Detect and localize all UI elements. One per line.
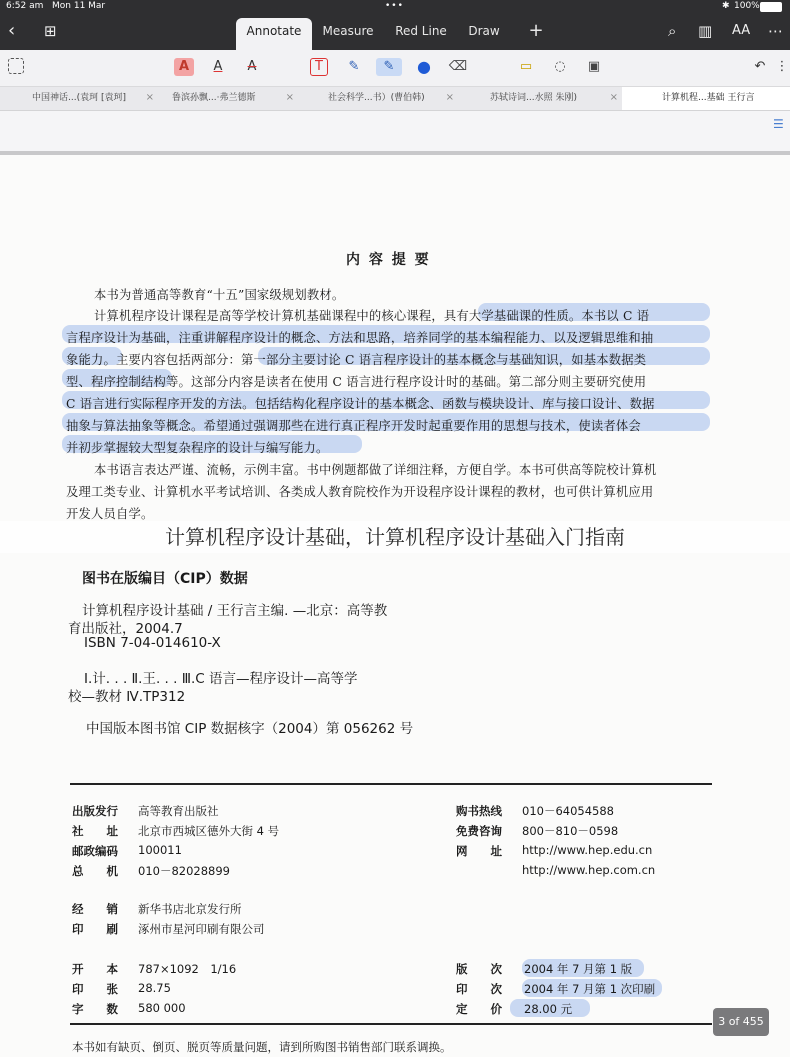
- page-indicator[interactable]: 3 of 455: [713, 1008, 769, 1036]
- info-key: 字 数: [72, 1002, 118, 1016]
- book-icon[interactable]: ▥: [698, 22, 713, 40]
- info-value: 787×1092 1/16: [138, 962, 237, 976]
- overlay-caption: 计算机程序设计基础，计算机程序设计基础入门指南: [0, 521, 790, 553]
- color-dot-icon[interactable]: ●: [417, 57, 431, 76]
- cip-classification: 校—教材 Ⅳ.TP312: [68, 689, 186, 705]
- doc-tab[interactable]: [0, 87, 158, 110]
- divider: [70, 783, 712, 785]
- status-battery: 100%: [734, 1, 760, 11]
- eraser-icon[interactable]: ⌫: [448, 59, 468, 74]
- document-tabs: [0, 87, 790, 111]
- tab-annotate[interactable]: Annotate: [236, 18, 312, 50]
- info-key: 社 址: [72, 824, 118, 838]
- cip-check-number: 中国版本图书馆 CIP 数据核字（2004）第 056262 号: [86, 721, 414, 737]
- info-key: 版 次: [456, 962, 502, 976]
- undo-icon[interactable]: ↶: [754, 59, 766, 74]
- battery-icon: [760, 2, 782, 12]
- info-value: http://www.hep.com.cn: [522, 863, 656, 877]
- info-value: http://www.hep.edu.cn: [522, 843, 653, 857]
- status-bar: [0, 0, 790, 12]
- highlight-text-icon[interactable]: A: [174, 58, 194, 76]
- close-icon[interactable]: ×: [145, 92, 154, 103]
- doc-tab[interactable]: [158, 87, 298, 110]
- info-value: 010－64054588: [522, 804, 614, 818]
- sub-bar: [0, 111, 790, 151]
- text-line: C 语言进行实际程序开发的方法。包括结构化程序设计的基本概念、函数与模块设计、库与接口设计、数据: [66, 397, 655, 411]
- back-icon[interactable]: ‹: [8, 20, 16, 41]
- info-value: 800－810－0598: [522, 824, 619, 838]
- status-time: 6:52 am: [6, 1, 44, 11]
- info-key: 开 本: [72, 962, 118, 976]
- close-icon[interactable]: ×: [609, 92, 618, 103]
- pen-icon[interactable]: ✎: [348, 59, 360, 74]
- status-date: Mon 11 Mar: [52, 1, 106, 11]
- doc-tab-label: 计算机程...基础 王行言: [662, 93, 755, 103]
- strikeout-text-icon[interactable]: A: [247, 59, 257, 74]
- info-key: 网 址: [456, 844, 502, 858]
- text-line: 及理工类专业、计算机水平考试培训、各类成人教育院校作为开设程序设计课程的教材，也可供计算机应用: [66, 485, 654, 499]
- info-key: 邮政编码: [72, 844, 118, 858]
- doc-tab-label: 苏轼诗词...水照 朱刚): [490, 93, 577, 103]
- stamp-icon[interactable]: ▣: [587, 59, 601, 74]
- annotation-toolbar: [0, 50, 790, 87]
- multitask-dots: •••: [385, 1, 404, 11]
- text-line: 本书为普通高等教育“十五”国家级规划教材。: [94, 288, 345, 302]
- info-key: 免费咨询: [456, 824, 502, 838]
- tab-red-line[interactable]: Red Line: [395, 24, 447, 38]
- info-value: 涿州市星河印刷有限公司: [138, 922, 265, 936]
- info-key: 定 价: [456, 1002, 502, 1016]
- close-icon[interactable]: ×: [285, 92, 294, 103]
- doc-tab-active[interactable]: [622, 87, 790, 110]
- marquee-select-icon[interactable]: [8, 58, 24, 74]
- info-value: 2004 年 7 月第 1 次印刷: [524, 982, 656, 996]
- doc-tab-label: 社会科学...书）(曹伯韩): [328, 93, 425, 103]
- info-value: 100011: [138, 843, 182, 857]
- cip-line: 育出版社，2004.7: [68, 621, 183, 637]
- text-size-icon[interactable]: AA: [732, 23, 751, 38]
- info-value: 010－82028899: [138, 864, 230, 878]
- doc-tab[interactable]: [298, 87, 458, 110]
- info-key: 印 次: [456, 982, 502, 996]
- info-value: 2004 年 7 月第 1 版: [524, 962, 633, 976]
- tab-measure[interactable]: Measure: [322, 24, 374, 38]
- cip-line: ISBN 7-04-014610-X: [84, 635, 221, 651]
- info-value: 高等教育出版社: [138, 804, 219, 818]
- info-key: 购书热线: [456, 804, 502, 818]
- info-value: 28.00 元: [524, 1002, 573, 1016]
- text-line: 计算机程序设计课程是高等学校计算机基础课程中的核心课程，具有大学基础课的性质。本书以 C 语: [94, 309, 650, 323]
- top-toolbar: [0, 12, 790, 50]
- underline-text-icon[interactable]: A: [213, 59, 223, 74]
- text-line: 型、程序控制结构等。这部分内容是读者在使用 C 语言进行程序设计时的基础。第二部分则主要研究使用: [66, 375, 647, 389]
- outline-list-icon[interactable]: ☰: [773, 117, 784, 131]
- doc-tab-label: 中国神话...(袁珂 [袁珂]: [32, 93, 126, 103]
- grid-icon[interactable]: ⊞: [44, 22, 57, 40]
- text-line: 言程序设计为基础，注重讲解程序设计的概念、方法和思路，培养同学的基本编程能力、以及逻辑思维和抽: [66, 331, 654, 345]
- toolbar-more-icon[interactable]: ⋮: [775, 59, 789, 74]
- cip-classification: Ⅰ.计. . . Ⅱ.王. . . Ⅲ.C 语言—程序设计—高等学: [84, 671, 358, 687]
- doc-tab-label: 鲁滨孙飘...·弗兰德斯: [172, 93, 256, 103]
- text-line: 象能力。主要内容包括两部分：第一部分主要讨论 C 语言程序设计的基本概念与基础知识，如基本数据类: [66, 353, 647, 367]
- divider: [70, 1023, 712, 1025]
- info-key: 出版发行: [72, 804, 118, 818]
- info-key: 经 销: [72, 902, 118, 916]
- tab-draw[interactable]: Draw: [468, 24, 500, 38]
- bluetooth-icon: ✱: [722, 1, 730, 11]
- text-line: 并初步掌握较大型复杂程序的设计与编写能力。: [66, 441, 329, 455]
- info-key: 印 张: [72, 982, 118, 996]
- info-value: 580 000: [138, 1001, 186, 1015]
- page-heading: 内 容 提 要: [346, 252, 431, 268]
- add-tab-button[interactable]: +: [528, 20, 544, 41]
- info-key: 印 刷: [72, 922, 118, 936]
- text-line: 本书语言表达严谨、流畅，示例丰富。书中例题都做了详细注释，方便自学。本书可供高等院校计算机: [94, 463, 657, 477]
- text-line: 抽象与算法抽象等概念。希望通过强调那些在进行真正程序开发时起重要作用的思想与技术，使读者体会: [66, 419, 641, 433]
- more-icon[interactable]: ⋯: [768, 22, 783, 40]
- info-value: 北京市西城区德外大街 4 号: [138, 824, 280, 838]
- info-value: 28.75: [138, 981, 171, 995]
- text-line: 开发人员自学。: [66, 507, 154, 521]
- note-icon[interactable]: ▭: [519, 59, 533, 74]
- shapes-icon[interactable]: ◌: [554, 59, 566, 74]
- textbox-icon[interactable]: T: [310, 58, 328, 76]
- highlighter-icon[interactable]: ✎: [376, 58, 402, 76]
- close-icon[interactable]: ×: [445, 92, 454, 103]
- document-page: [0, 155, 790, 1057]
- search-icon[interactable]: ⌕: [668, 22, 677, 40]
- info-key: 总 机: [72, 864, 118, 878]
- footer-note: 本书如有缺页、倒页、脱页等质量问题，请到所购图书销售部门联系调换。: [72, 1040, 452, 1054]
- doc-tab[interactable]: [458, 87, 622, 110]
- cip-line: 计算机程序设计基础 / 王行言主编. —北京：高等教: [82, 603, 388, 619]
- info-value: 新华书店北京发行所: [138, 902, 242, 916]
- cip-title: 图书在版编目（CIP）数据: [82, 571, 248, 587]
